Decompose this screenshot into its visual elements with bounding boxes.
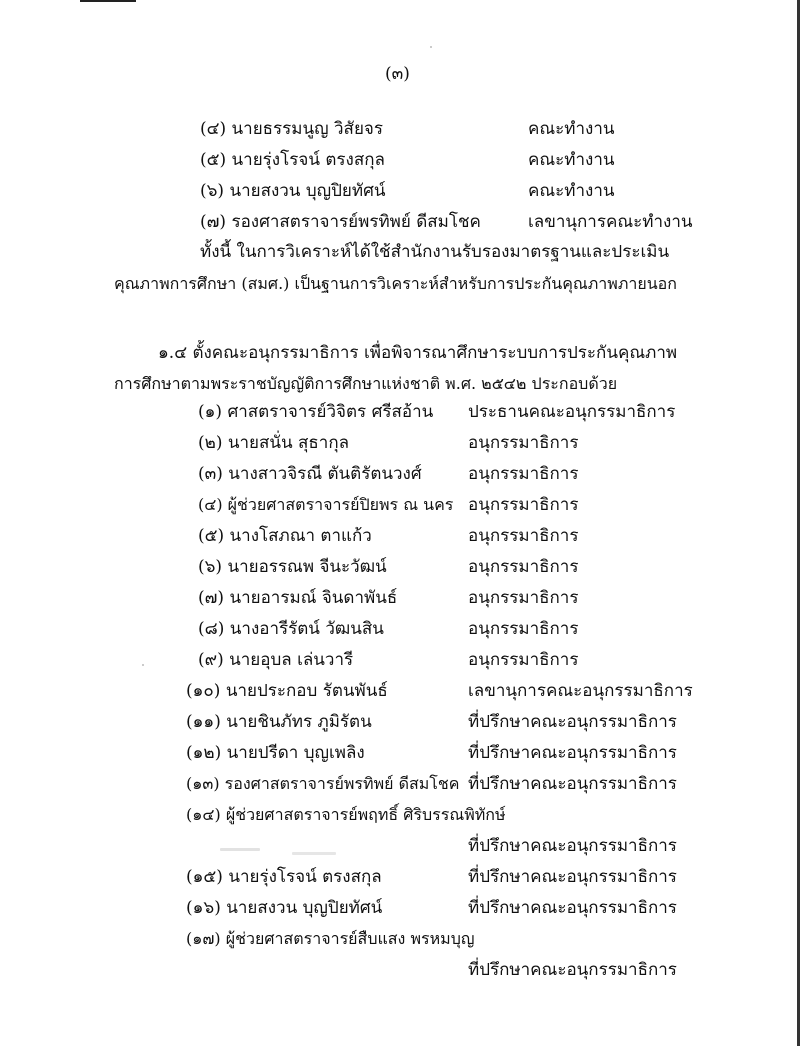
working-group-member-name: (๕) นายรุ่งโรจน์ ตรงสกุล (200, 150, 385, 170)
subcommittee-member-role: เลขานุการคณะอนุกรรมาธิการ (468, 681, 693, 701)
top-edge-mark (80, 0, 136, 2)
subcommittee-member-role: อนุกรรมาธิการ (468, 588, 579, 608)
subcommittee-member-name: (๑) ศาสตราจารย์วิจิตร ศรีสอ้าน (198, 402, 434, 422)
subcommittee-member-role: อนุกรรมาธิการ (468, 619, 579, 639)
subcommittee-member-role: ที่ปรึกษาคณะอนุกรรมาธิการ (468, 836, 677, 856)
subcommittee-member-role: อนุกรรมาธิการ (468, 495, 579, 515)
subcommittee-member-role: ที่ปรึกษาคณะอนุกรรมาธิการ (468, 898, 677, 918)
subcommittee-member-name: (๗) นายอารมณ์ จินดาพันธ์ (198, 588, 398, 608)
subcommittee-member-name: (๑๗) ผู้ช่วยศาสตราจารย์สืบแสง พรหมบุญ (186, 929, 475, 948)
subcommittee-member-role: ที่ปรึกษาคณะอนุกรรมาธิการ (468, 743, 677, 763)
subcommittee-member-role: อนุกรรมาธิการ (468, 526, 579, 546)
subcommittee-member-name: (๑๐) นายประกอบ รัตนพันธ์ (186, 681, 388, 701)
subcommittee-member-role: ประธานคณะอนุกรรมาธิการ (468, 402, 676, 422)
working-group-member-role: คณะทำงาน (528, 150, 615, 170)
subcommittee-member-role: อนุกรรมาธิการ (468, 464, 579, 484)
subcommittee-member-name: (๑๓) รองศาสตราจารย์พรทิพย์ ดีสมโชค (186, 774, 460, 793)
subcommittee-member-name: (๖) นายอรรณพ จีนะวัฒน์ (198, 557, 387, 577)
page-number: (๓) (385, 64, 410, 84)
scan-smudge (292, 852, 336, 855)
subcommittee-member-role: ที่ปรึกษาคณะอนุกรรมาธิการ (468, 774, 677, 794)
section-heading-line-2: การศึกษาตามพระราชบัญญัติการศึกษาแห่งชาติ พ.ศ. ๒๕๔๒ ประกอบด้วย (114, 374, 618, 393)
subcommittee-member-role: ที่ปรึกษาคณะอนุกรรมาธิการ (468, 867, 677, 887)
subcommittee-member-name: (๑๕) นายรุ่งโรจน์ ตรงสกุล (186, 867, 382, 887)
subcommittee-member-role: อนุกรรมาธิการ (468, 433, 579, 453)
subcommittee-member-name: (๑๒) นายปรีดา บุญเพลิง (186, 743, 365, 763)
note-paragraph-line-2: คุณภาพการศึกษา (สมศ.) เป็นฐานการวิเคราะห์สำหรับการประกันคุณภาพภายนอก (114, 274, 677, 293)
subcommittee-member-name: (๒) นายสนั่น สุธากุล (198, 433, 350, 453)
subcommittee-member-name: (๕) นางโสภณา ตาแก้ว (198, 526, 372, 546)
subcommittee-member-name: (๔) ผู้ช่วยศาสตราจารย์ปิยพร ณ นคร (198, 495, 454, 514)
scan-speck (430, 46, 432, 48)
working-group-member-role: เลขานุการคณะทำงาน (528, 212, 693, 232)
subcommittee-member-role: อนุกรรมาธิการ (468, 557, 579, 577)
scan-smudge (220, 848, 260, 851)
subcommittee-member-name: (๓) นางสาวจิรณี ตันติรัตนวงศ์ (198, 464, 422, 484)
subcommittee-member-role: อนุกรรมาธิการ (468, 650, 579, 670)
working-group-member-role: คณะทำงาน (528, 181, 615, 201)
section-heading-line-1: ๑.๔ ตั้งคณะอนุกรรมาธิการ เพื่อพิจารณาศึกษาระบบการประกันคุณภาพ (158, 343, 678, 363)
note-paragraph-line-1: ทั้งนี้ ในการวิเคราะห์ได้ใช้สำนักงานรับรองมาตรฐานและประเมิน (200, 242, 670, 262)
working-group-member-name: (๔) นายธรรมนูญ วิสัยจร (200, 119, 383, 139)
subcommittee-member-name: (๙) นายอุบล เล่นวารี (198, 650, 354, 670)
subcommittee-member-name: (๑๔) ผู้ช่วยศาสตราจารย์พฤทธิ์ ศิริบรรณพิทักษ์ (186, 805, 506, 824)
subcommittee-member-role: ที่ปรึกษาคณะอนุกรรมาธิการ (468, 960, 677, 980)
subcommittee-member-role: ที่ปรึกษาคณะอนุกรรมาธิการ (468, 712, 677, 732)
subcommittee-member-name: (๘) นางอารีรัตน์ วัฒนสิน (198, 619, 384, 639)
working-group-member-name: (๗) รองศาสตราจารย์พรทิพย์ ดีสมโชค (200, 212, 481, 232)
subcommittee-member-name: (๑๖) นายสงวน บุญปิยทัศน์ (186, 898, 383, 918)
subcommittee-member-name: (๑๑) นายชินภัทร ภูมิรัตน (186, 712, 372, 732)
working-group-member-role: คณะทำงาน (528, 119, 615, 139)
working-group-member-name: (๖) นายสงวน บุญปิยทัศน์ (200, 181, 386, 201)
scan-speck (142, 664, 144, 666)
